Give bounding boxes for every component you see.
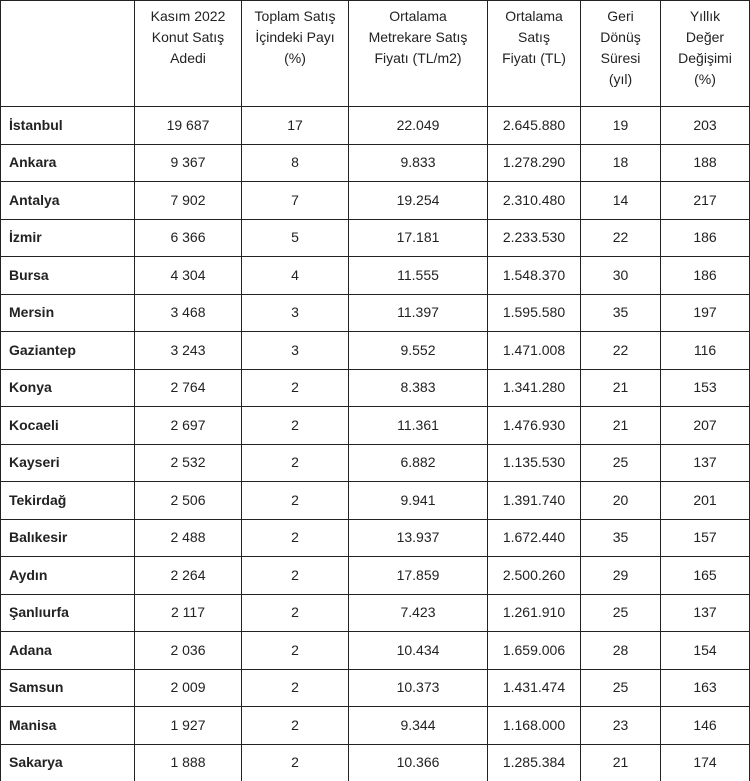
- header-row: [1, 1, 750, 107]
- table-row: [1, 107, 750, 145]
- cell-annual-change: 165: [661, 557, 750, 595]
- cell-payback: 20: [581, 482, 661, 520]
- cell-city: Kocaeli: [1, 407, 135, 445]
- cell-avg-price: 1.659.006: [488, 632, 581, 670]
- header-sales-count-label: Kasım 2022 Konut Satış Adedi: [135, 6, 241, 69]
- cell-sales-count: 3 243: [135, 332, 242, 370]
- table-row: [1, 182, 750, 220]
- cell-avg-price: 2.310.480: [488, 182, 581, 220]
- cell-annual-change: 201: [661, 482, 750, 520]
- cell-sales-count: 2 488: [135, 519, 242, 557]
- cell-sales-count: 2 532: [135, 444, 242, 482]
- table-row: [1, 594, 750, 632]
- cell-annual-change: 157: [661, 519, 750, 557]
- cell-share: 2: [242, 444, 349, 482]
- cell-payback: 23: [581, 707, 661, 745]
- cell-share: 2: [242, 482, 349, 520]
- table-row: [1, 707, 750, 745]
- header-payback-label: Geri Dönüş Süresi (yıl): [581, 6, 660, 90]
- cell-annual-change: 146: [661, 707, 750, 745]
- cell-annual-change: 154: [661, 632, 750, 670]
- table-body: [1, 107, 750, 781]
- cell-city: İzmir: [1, 219, 135, 257]
- cell-payback: 21: [581, 407, 661, 445]
- cell-share: 7: [242, 182, 349, 220]
- cell-payback: 25: [581, 669, 661, 707]
- cell-city: Adana: [1, 632, 135, 670]
- cell-avg-price: 1.261.910: [488, 594, 581, 632]
- header-share: [242, 1, 349, 107]
- cell-share: 3: [242, 294, 349, 332]
- cell-payback: 28: [581, 632, 661, 670]
- cell-annual-change: 188: [661, 144, 750, 182]
- header-price-per-m2-label: Ortalama Metrekare Satış Fiyatı (TL/m2): [349, 6, 487, 69]
- cell-price-per-m2: 11.361: [349, 407, 488, 445]
- table-row: [1, 482, 750, 520]
- cell-share: 2: [242, 557, 349, 595]
- table-row: [1, 444, 750, 482]
- table-row: [1, 632, 750, 670]
- header-payback: [581, 1, 661, 107]
- cell-payback: 35: [581, 294, 661, 332]
- cell-avg-price: 1.471.008: [488, 332, 581, 370]
- cell-avg-price: 1.672.440: [488, 519, 581, 557]
- cell-share: 2: [242, 744, 349, 781]
- cell-avg-price: 1.341.280: [488, 369, 581, 407]
- cell-city: Ankara: [1, 144, 135, 182]
- header-share-label: Toplam Satış İçindeki Payı (%): [242, 6, 348, 69]
- cell-price-per-m2: 17.181: [349, 219, 488, 257]
- cell-city: İstanbul: [1, 107, 135, 145]
- header-city: [1, 1, 135, 107]
- cell-city: Kayseri: [1, 444, 135, 482]
- cell-price-per-m2: 9.344: [349, 707, 488, 745]
- cell-annual-change: 197: [661, 294, 750, 332]
- cell-avg-price: 1.431.474: [488, 669, 581, 707]
- cell-annual-change: 203: [661, 107, 750, 145]
- header-annual-change: [661, 1, 750, 107]
- cell-price-per-m2: 10.366: [349, 744, 488, 781]
- cell-annual-change: 217: [661, 182, 750, 220]
- cell-sales-count: 2 764: [135, 369, 242, 407]
- table-row: [1, 744, 750, 781]
- cell-sales-count: 2 506: [135, 482, 242, 520]
- table-row: [1, 294, 750, 332]
- cell-share: 8: [242, 144, 349, 182]
- cell-avg-price: 1.595.580: [488, 294, 581, 332]
- cell-annual-change: 174: [661, 744, 750, 781]
- cell-city: Mersin: [1, 294, 135, 332]
- cell-city: Gaziantep: [1, 332, 135, 370]
- cell-payback: 18: [581, 144, 661, 182]
- cell-city: Manisa: [1, 707, 135, 745]
- cell-annual-change: 186: [661, 257, 750, 295]
- cell-price-per-m2: 13.937: [349, 519, 488, 557]
- cell-share: 2: [242, 594, 349, 632]
- cell-avg-price: 1.548.370: [488, 257, 581, 295]
- cell-payback: 21: [581, 369, 661, 407]
- cell-share: 4: [242, 257, 349, 295]
- cell-avg-price: 2.645.880: [488, 107, 581, 145]
- header-sales-count: [135, 1, 242, 107]
- cell-avg-price: 1.278.290: [488, 144, 581, 182]
- cell-city: Antalya: [1, 182, 135, 220]
- table-row: [1, 519, 750, 557]
- header-avg-price: [488, 1, 581, 107]
- cell-price-per-m2: 10.373: [349, 669, 488, 707]
- cell-city: Samsun: [1, 669, 135, 707]
- cell-payback: 35: [581, 519, 661, 557]
- cell-price-per-m2: 9.941: [349, 482, 488, 520]
- cell-annual-change: 163: [661, 669, 750, 707]
- cell-payback: 22: [581, 332, 661, 370]
- cell-share: 2: [242, 369, 349, 407]
- cell-share: 5: [242, 219, 349, 257]
- table-row: [1, 332, 750, 370]
- cell-sales-count: 4 304: [135, 257, 242, 295]
- cell-sales-count: 7 902: [135, 182, 242, 220]
- cell-price-per-m2: 10.434: [349, 632, 488, 670]
- cell-share: 2: [242, 407, 349, 445]
- table-row: [1, 369, 750, 407]
- cell-share: 3: [242, 332, 349, 370]
- cell-sales-count: 2 117: [135, 594, 242, 632]
- cell-sales-count: 2 264: [135, 557, 242, 595]
- cell-city: Tekirdağ: [1, 482, 135, 520]
- cell-payback: 25: [581, 444, 661, 482]
- cell-annual-change: 207: [661, 407, 750, 445]
- cell-payback: 21: [581, 744, 661, 781]
- cell-avg-price: 1.285.384: [488, 744, 581, 781]
- cell-share: 2: [242, 707, 349, 745]
- cell-sales-count: 2 697: [135, 407, 242, 445]
- cell-price-per-m2: 17.859: [349, 557, 488, 595]
- cell-price-per-m2: 9.552: [349, 332, 488, 370]
- cell-sales-count: 2 009: [135, 669, 242, 707]
- header-annual-change-label: Yıllık Değer Değişimi (%): [661, 6, 749, 90]
- table-row: [1, 219, 750, 257]
- cell-payback: 14: [581, 182, 661, 220]
- cell-price-per-m2: 9.833: [349, 144, 488, 182]
- cell-sales-count: 3 468: [135, 294, 242, 332]
- cell-price-per-m2: 7.423: [349, 594, 488, 632]
- cell-share: 2: [242, 669, 349, 707]
- cell-avg-price: 1.168.000: [488, 707, 581, 745]
- cell-payback: 29: [581, 557, 661, 595]
- table-row: [1, 144, 750, 182]
- cell-sales-count: 6 366: [135, 219, 242, 257]
- cell-sales-count: 1 927: [135, 707, 242, 745]
- table-row: [1, 407, 750, 445]
- cell-payback: 19: [581, 107, 661, 145]
- cell-annual-change: 186: [661, 219, 750, 257]
- cell-price-per-m2: 6.882: [349, 444, 488, 482]
- cell-sales-count: 9 367: [135, 144, 242, 182]
- cell-price-per-m2: 19.254: [349, 182, 488, 220]
- table-row: [1, 257, 750, 295]
- cell-avg-price: 2.500.260: [488, 557, 581, 595]
- cell-price-per-m2: 8.383: [349, 369, 488, 407]
- header-avg-price-label: Ortalama Satış Fiyatı (TL): [488, 6, 580, 69]
- cell-city: Şanlıurfa: [1, 594, 135, 632]
- cell-payback: 22: [581, 219, 661, 257]
- cell-sales-count: 19 687: [135, 107, 242, 145]
- cell-avg-price: 2.233.530: [488, 219, 581, 257]
- header-price-per-m2: [349, 1, 488, 107]
- cell-price-per-m2: 11.555: [349, 257, 488, 295]
- cell-sales-count: 2 036: [135, 632, 242, 670]
- cell-avg-price: 1.391.740: [488, 482, 581, 520]
- table-row: [1, 669, 750, 707]
- table-row: [1, 557, 750, 595]
- cell-sales-count: 1 888: [135, 744, 242, 781]
- cell-city: Sakarya: [1, 744, 135, 781]
- cell-annual-change: 116: [661, 332, 750, 370]
- cell-annual-change: 137: [661, 444, 750, 482]
- cell-city: Bursa: [1, 257, 135, 295]
- cell-payback: 30: [581, 257, 661, 295]
- cell-avg-price: 1.135.530: [488, 444, 581, 482]
- cell-annual-change: 153: [661, 369, 750, 407]
- cell-share: 17: [242, 107, 349, 145]
- cell-price-per-m2: 22.049: [349, 107, 488, 145]
- cell-share: 2: [242, 632, 349, 670]
- cell-payback: 25: [581, 594, 661, 632]
- cell-city: Aydın: [1, 557, 135, 595]
- cell-share: 2: [242, 519, 349, 557]
- cell-annual-change: 137: [661, 594, 750, 632]
- cell-city: Balıkesir: [1, 519, 135, 557]
- cell-avg-price: 1.476.930: [488, 407, 581, 445]
- cell-city: Konya: [1, 369, 135, 407]
- cell-price-per-m2: 11.397: [349, 294, 488, 332]
